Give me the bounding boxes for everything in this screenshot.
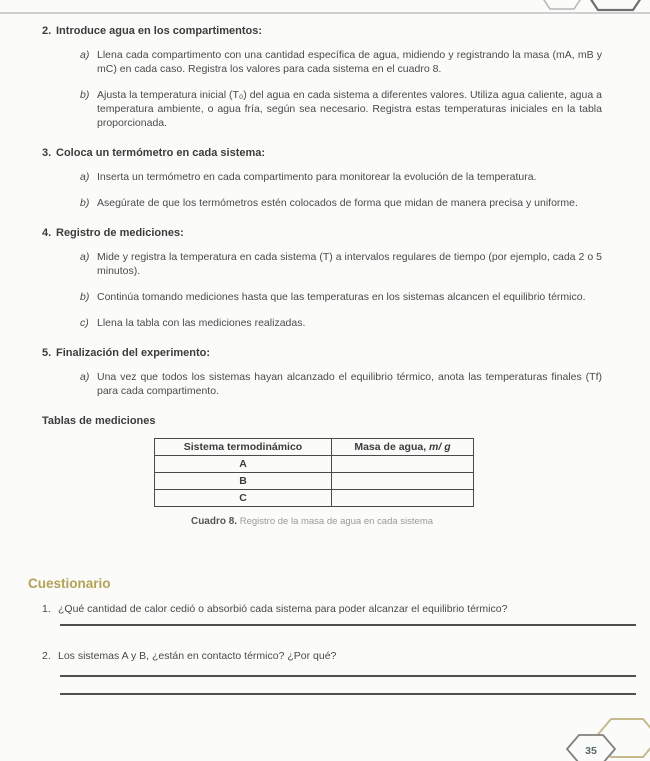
tables-section-heading: Tablas de mediciones [42,415,156,427]
decorative-hexagons-top-icon [538,0,650,12]
answer-line [60,675,636,677]
step-heading [42,226,602,240]
sub-item [80,48,602,76]
step-heading [42,346,602,360]
table-row [155,473,474,490]
table-header-row [155,439,474,456]
sub-item [80,170,602,184]
step-title: Coloca un termómetro en cada sistema: [56,147,266,159]
step-5 [42,346,602,398]
sub-item-label: c) [80,317,89,329]
sub-item-label: a) [80,49,90,61]
sub-item-label: a) [80,371,90,383]
page-number: 35 [585,745,597,757]
worksheet-content [0,24,650,695]
table-caption-label: Cuadro 8. [190,516,238,527]
sub-item-label: a) [80,171,90,183]
sub-item-label: b) [80,291,90,303]
sub-item-text: Mide y registra la temperatura en cada sistema (T) a intervalos regulares de tiempo (por ejemplo, cada 2 o 5 minutos). [97,251,602,277]
question-text: ¿Qué cantidad de calor cedió o absorbió cada sistema para poder alcanzar el equilibrio térmico? [58,603,508,615]
question-1 [42,602,602,616]
table-header-system: Sistema termodinámico [155,439,332,456]
questionnaire-section [0,577,650,695]
answer-line [60,693,636,695]
table-caption-text: Registro de la masa de agua en cada sistema [237,516,434,527]
step-3 [42,146,602,210]
system-cell: A [155,456,332,473]
question-text: Los sistemas A y B, ¿están en contacto térmico? ¿Por qué? [58,650,337,662]
question-2 [42,649,602,663]
step-number: 4. [42,227,52,239]
sub-item-text: Llena la tabla con las mediciones realizadas. [97,317,306,329]
question-number: 2. [42,650,51,662]
mass-cell [332,490,474,507]
questionnaire-heading: Cuestionario [28,576,111,591]
step-4 [42,226,602,330]
sub-item [80,290,602,304]
table-row [155,490,474,507]
sub-item-text: Ajusta la temperatura inicial (T₀) del agua en cada sistema a diferentes valores. Utiliza agua caliente, agua a temperatura ambiente, o agua fría, según sea necesario. Registra estas temperaturas iniciales en la tabla proporcionada. [97,89,602,129]
table-header-mass-unit: m/ g [429,441,451,453]
step-number: 2. [42,25,52,37]
table-header-mass [332,439,474,456]
sub-item-text: Llena cada compartimento con una cantidad específica de agua, midiendo y registrando la masa (mA, mB y mC) en cada caso. Registra los valores para cada sistema en el cuadro 8. [97,49,602,75]
sub-item-text: Una vez que todos los sistemas hayan alcanzado el equilibrio térmico, anota las temperaturas finales (Tf) para cada compartimento. [97,371,602,397]
sub-item-label: b) [80,89,90,101]
mass-cell [332,473,474,490]
question-number: 1. [42,603,51,615]
answer-line [60,624,636,626]
instruction-steps [0,24,650,529]
step-title: Registro de mediciones: [56,227,184,239]
step-title: Introduce agua en los compartimentos: [56,25,262,37]
system-cell: C [155,490,332,507]
step-heading [42,24,602,38]
sub-item [80,250,602,278]
step-2 [42,24,602,130]
step-number: 3. [42,147,52,159]
mass-cell [332,456,474,473]
page-number-hexagon [555,686,650,761]
top-divider-rule [0,12,650,14]
measurement-table [154,438,474,507]
step-number: 5. [42,347,52,359]
sub-item-text: Asegúrate de que los termómetros estén colocados de forma que midan de manera precisa y uniforme. [97,197,578,209]
sub-item [80,196,602,210]
table-caption [112,515,512,529]
sub-item-text: Inserta un termómetro en cada compartimento para monitorear la evolución de la temperatura. [97,171,537,183]
table-row [155,456,474,473]
step-heading [42,146,602,160]
sub-item-label: b) [80,197,90,209]
system-cell: B [155,473,332,490]
sub-item-text: Continúa tomando mediciones hasta que las temperaturas en los sistemas alcancen el equilibrio térmico. [97,291,586,303]
table-header-mass-label: Masa de agua, [354,441,430,453]
sub-item [80,370,602,398]
sub-item [80,88,602,130]
sub-item-label: a) [80,251,90,263]
step-title: Finalización del experimento: [56,347,211,359]
sub-item [80,316,602,330]
